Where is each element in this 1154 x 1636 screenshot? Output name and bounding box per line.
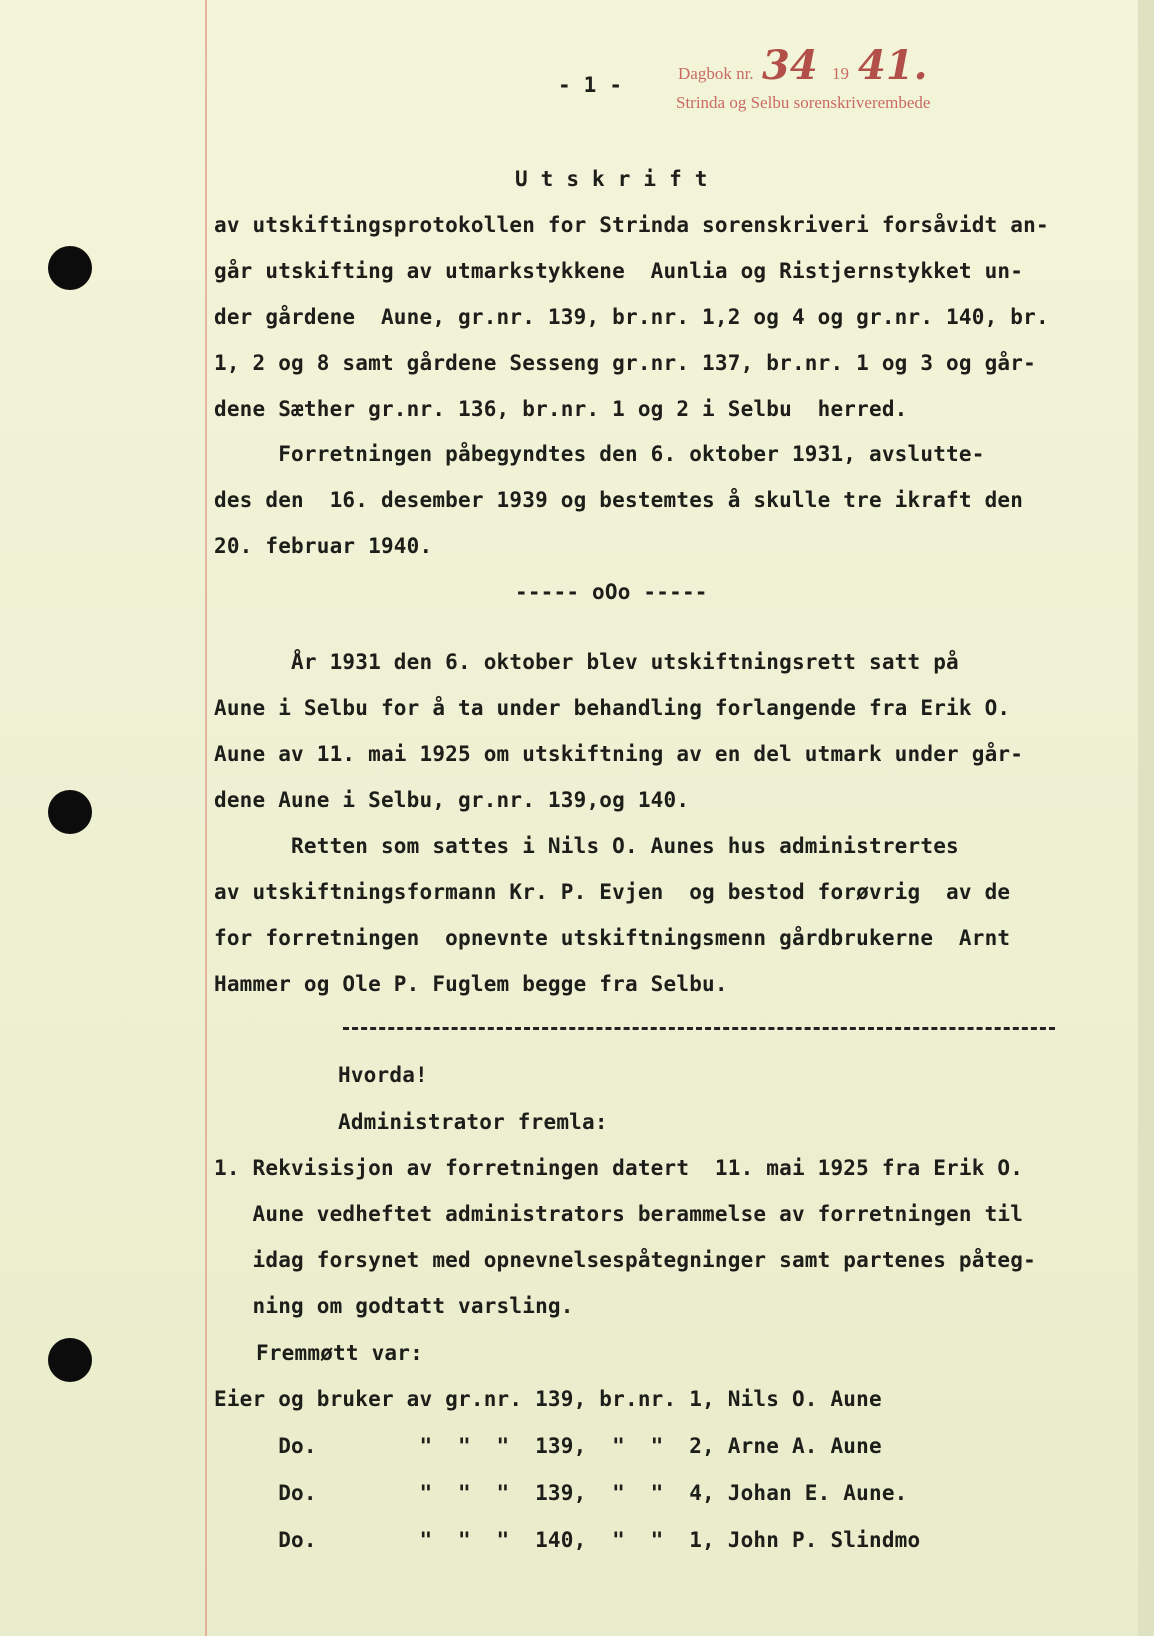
item-line: 1. Rekvisisjon av forretningen datert 11. mai 1925 fra Erik O. [214,1156,1024,1180]
handwritten-year: 41. [858,42,928,89]
owner-row: Do. " " " 140, " " 1, John P. Slindmo [214,1528,921,1552]
item-line: ning om godtatt varsling. [214,1294,574,1318]
paragraph-line: År 1931 den 6. oktober blev utskiftningsrett satt på [214,650,959,674]
punch-hole [48,790,92,834]
item-line: idag forsynet med opnevnelsespåtegninger samt partenes påteg- [214,1248,1036,1272]
paragraph-line: des den 16. desember 1939 og bestemtes å skulle tre ikraft den [214,488,1024,512]
intro-line: 1, 2 og 8 samt gårdene Sesseng gr.nr. 137, br.nr. 1 og 3 og går- [214,351,1036,375]
hvorda-heading: Hvorda! [338,1063,428,1087]
stamp-dagbok-label: Dagbok nr. [678,64,754,83]
stamp-year-prefix: 19 [832,64,849,83]
administrator-heading: Administrator fremla: [338,1110,608,1134]
intro-line: dene Sæther gr.nr. 136, br.nr. 1 og 2 i Selbu herred. [214,397,908,421]
paragraph-line: for forretningen opnevnte utskiftningsmenn gårdbrukerne Arnt [214,926,1011,950]
item-line: Aune vedheftet administrators berammelse av forretningen til [214,1202,1024,1226]
paragraph-line: Aune av 11. mai 1925 om utskiftning av en del utmark under går- [214,742,1024,766]
page-number: - 1 - [558,73,623,97]
intro-line: går utskifting av utmarkstykkene Aunlia og Ristjernstykket un- [214,259,1024,283]
owner-row: Do. " " " 139, " " 2, Arne A. Aune [214,1434,882,1458]
owner-row: Eier og bruker av gr.nr. 139, br.nr. 1, Nils O. Aune [214,1387,882,1411]
intro-line: av utskiftingsprotokollen for Strinda sorenskriveri forsåvidt an- [214,213,1049,237]
punch-hole [48,246,92,290]
page-edge [1138,0,1154,1636]
fremmott-heading: Fremmøtt var: [256,1341,423,1365]
punch-hole [48,1338,92,1382]
paragraph-line: Forretningen påbegyndtes den 6. oktober 1931, avslutte- [214,442,985,466]
paragraph-line: 20. februar 1940. [214,534,433,558]
separator: ----- oOo ----- [515,580,708,604]
paragraph-line: av utskiftningsformann Kr. P. Evjen og bestod forøvrig av de [214,880,1011,904]
margin-line [205,0,207,1636]
stamp-office: Strinda og Selbu sorenskriverembede [676,93,931,112]
paragraph-line: Hammer og Ole P. Fuglem begge fra Selbu. [214,972,728,996]
handwritten-number: 34 [762,42,818,89]
dashed-rule [343,1027,1055,1030]
paragraph-line: dene Aune i Selbu, gr.nr. 139,og 140. [214,788,690,812]
intro-line: der gårdene Aune, gr.nr. 139, br.nr. 1,2 og 4 og gr.nr. 140, br. [214,305,1049,329]
paragraph-line: Aune i Selbu for å ta under behandling forlangende fra Erik O. [214,696,1011,720]
paragraph-line: Retten som sattes i Nils O. Aunes hus administrertes [214,834,959,858]
document-title: U t s k r i f t [515,167,708,191]
owner-row: Do. " " " 139, " " 4, Johan E. Aune. [214,1481,908,1505]
